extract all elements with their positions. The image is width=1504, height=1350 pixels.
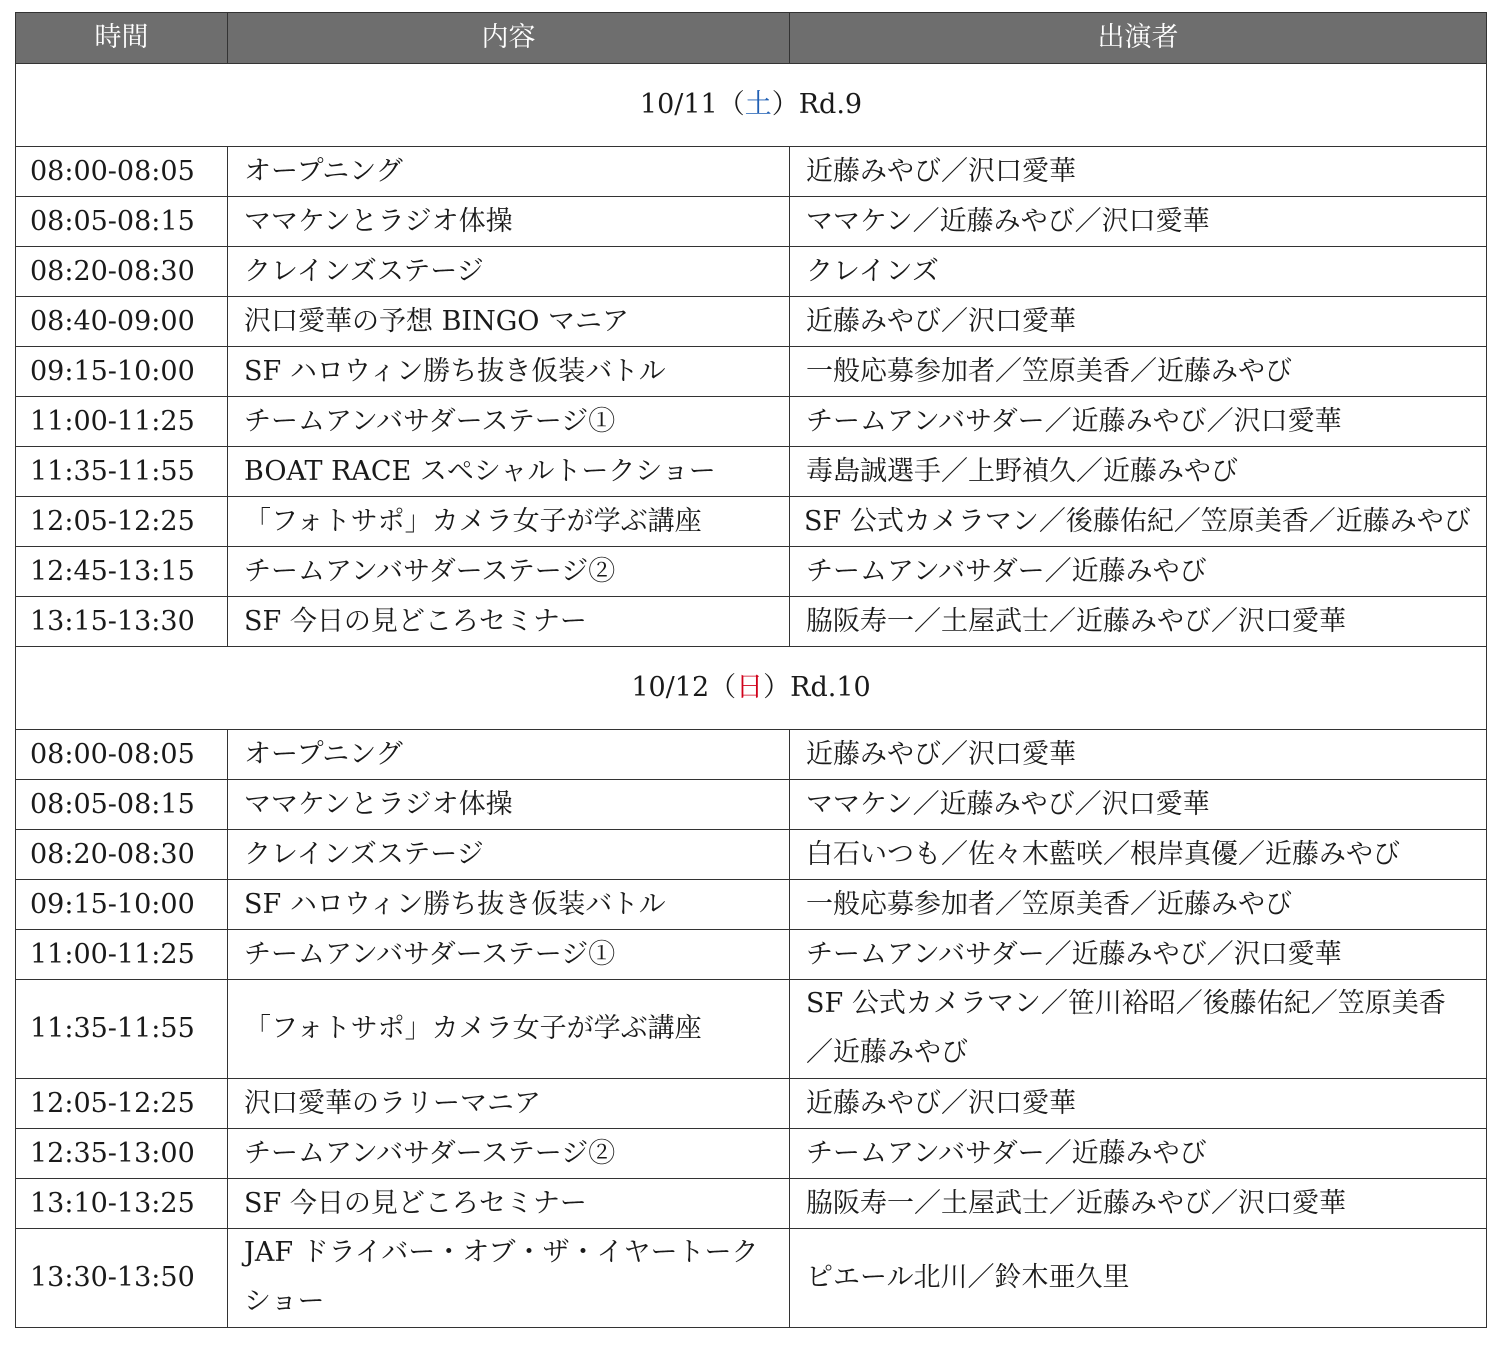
day-of-week: 日 [736, 672, 764, 704]
content-cell: 沢口愛華の予想 BINGO マニア [228, 297, 790, 347]
content-cell: オープニング [228, 730, 790, 780]
day-header-cell [16, 64, 1487, 147]
day-of-week: 土 [744, 89, 772, 121]
time-cell: 12:35-13:00 [16, 1129, 228, 1179]
time-cell: 09:15-10:00 [16, 347, 228, 397]
content-cell: ママケンとラジオ体操 [228, 197, 790, 247]
content-cell: SF 今日の見どころセミナー [228, 1179, 790, 1229]
content-cell: 「フォトサポ」カメラ女子が学ぶ講座 [228, 497, 790, 547]
table-row [16, 1179, 1487, 1229]
day-date: 10/12 [631, 672, 710, 704]
day-header-row [16, 647, 1487, 730]
performers-cell: チームアンバサダー／近藤みやび／沢口愛華 [790, 397, 1487, 447]
table-row [16, 1129, 1487, 1179]
table-row [16, 980, 1487, 1079]
content-cell: チームアンバサダーステージ② [228, 547, 790, 597]
performers-cell: 脇阪寿一／土屋武士／近藤みやび／沢口愛華 [790, 597, 1487, 647]
performers-cell: 近藤みやび／沢口愛華 [790, 297, 1487, 347]
table-row [16, 547, 1487, 597]
performers-cell: 一般応募参加者／笠原美香／近藤みやび [790, 347, 1487, 397]
time-cell: 08:00-08:05 [16, 147, 228, 197]
content-cell: チームアンバサダーステージ① [228, 930, 790, 980]
time-cell: 13:30-13:50 [16, 1229, 228, 1328]
table-row [16, 447, 1487, 497]
time-cell: 12:45-13:15 [16, 547, 228, 597]
day-date: 10/11 [639, 89, 718, 121]
performers-cell: 近藤みやび／沢口愛華 [790, 730, 1487, 780]
time-cell: 08:05-08:15 [16, 780, 228, 830]
time-cell: 08:05-08:15 [16, 197, 228, 247]
performers-cell: 白石いつも／佐々木藍咲／根岸真優／近藤みやび [790, 830, 1487, 880]
performers-cell: 近藤みやび／沢口愛華 [790, 1079, 1487, 1129]
content-cell: SF 今日の見どころセミナー [228, 597, 790, 647]
day-close-paren: ） [763, 672, 791, 704]
table-row [16, 1079, 1487, 1129]
table-row [16, 730, 1487, 780]
time-cell: 13:10-13:25 [16, 1179, 228, 1229]
table-row [16, 247, 1487, 297]
day-round: Rd.10 [790, 672, 871, 704]
header-time: 時間 [16, 13, 228, 64]
time-cell: 08:20-08:30 [16, 247, 228, 297]
time-cell: 11:35-11:55 [16, 980, 228, 1079]
header-row [16, 13, 1487, 64]
time-cell: 08:00-08:05 [16, 730, 228, 780]
content-cell: JAF ドライバー・オブ・ザ・イヤートークショー [228, 1229, 790, 1328]
time-cell: 11:35-11:55 [16, 447, 228, 497]
time-cell: 12:05-12:25 [16, 1079, 228, 1129]
day-header-row [16, 64, 1487, 147]
time-cell: 08:40-09:00 [16, 297, 228, 347]
table-row [16, 347, 1487, 397]
day-open-paren: （ [709, 672, 737, 704]
time-cell: 08:20-08:30 [16, 830, 228, 880]
content-cell: BOAT RACE スペシャルトークショー [228, 447, 790, 497]
table-row [16, 880, 1487, 930]
time-cell: 09:15-10:00 [16, 880, 228, 930]
content-cell: SF ハロウィン勝ち抜き仮装バトル [228, 880, 790, 930]
day-close-paren: ） [771, 89, 799, 121]
table-row [16, 497, 1487, 547]
time-cell: 11:00-11:25 [16, 930, 228, 980]
content-cell: チームアンバサダーステージ① [228, 397, 790, 447]
time-cell: 11:00-11:25 [16, 397, 228, 447]
table-row [16, 1229, 1487, 1328]
table-row [16, 197, 1487, 247]
table-row [16, 830, 1487, 880]
header-performers: 出演者 [790, 13, 1487, 64]
time-cell: 12:05-12:25 [16, 497, 228, 547]
content-cell: オープニング [228, 147, 790, 197]
content-cell: SF ハロウィン勝ち抜き仮装バトル [228, 347, 790, 397]
table-row [16, 780, 1487, 830]
content-cell: 沢口愛華のラリーマニア [228, 1079, 790, 1129]
time-cell: 13:15-13:30 [16, 597, 228, 647]
performers-cell: 毒島誠選手／上野禎久／近藤みやび [790, 447, 1487, 497]
header-content: 内容 [228, 13, 790, 64]
performers-cell: SF 公式カメラマン／後藤佑紀／笠原美香／近藤みやび [790, 497, 1487, 547]
content-cell: 「フォトサポ」カメラ女子が学ぶ講座 [228, 980, 790, 1079]
performers-cell: クレインズ [790, 247, 1487, 297]
content-cell: クレインズステージ [228, 247, 790, 297]
day-open-paren: （ [717, 89, 745, 121]
table-row [16, 597, 1487, 647]
day-round: Rd.9 [798, 89, 863, 121]
content-cell: ママケンとラジオ体操 [228, 780, 790, 830]
table-row [16, 397, 1487, 447]
performers-cell: 脇阪寿一／土屋武士／近藤みやび／沢口愛華 [790, 1179, 1487, 1229]
performers-cell: チームアンバサダー／近藤みやび／沢口愛華 [790, 930, 1487, 980]
content-cell: クレインズステージ [228, 830, 790, 880]
performers-cell: チームアンバサダー／近藤みやび [790, 547, 1487, 597]
schedule-table [15, 12, 1487, 1328]
day-header-cell [16, 647, 1487, 730]
performers-cell: ピエール北川／鈴木亜久里 [790, 1229, 1487, 1328]
table-row [16, 930, 1487, 980]
table-row [16, 297, 1487, 347]
performers-cell: 近藤みやび／沢口愛華 [790, 147, 1487, 197]
performers-cell: チームアンバサダー／近藤みやび [790, 1129, 1487, 1179]
table-row [16, 147, 1487, 197]
content-cell: チームアンバサダーステージ② [228, 1129, 790, 1179]
performers-cell: ママケン／近藤みやび／沢口愛華 [790, 197, 1487, 247]
performers-cell: ママケン／近藤みやび／沢口愛華 [790, 780, 1487, 830]
performers-cell: SF 公式カメラマン／笹川裕昭／後藤佑紀／笠原美香／近藤みやび [790, 980, 1487, 1079]
performers-cell: 一般応募参加者／笠原美香／近藤みやび [790, 880, 1487, 930]
